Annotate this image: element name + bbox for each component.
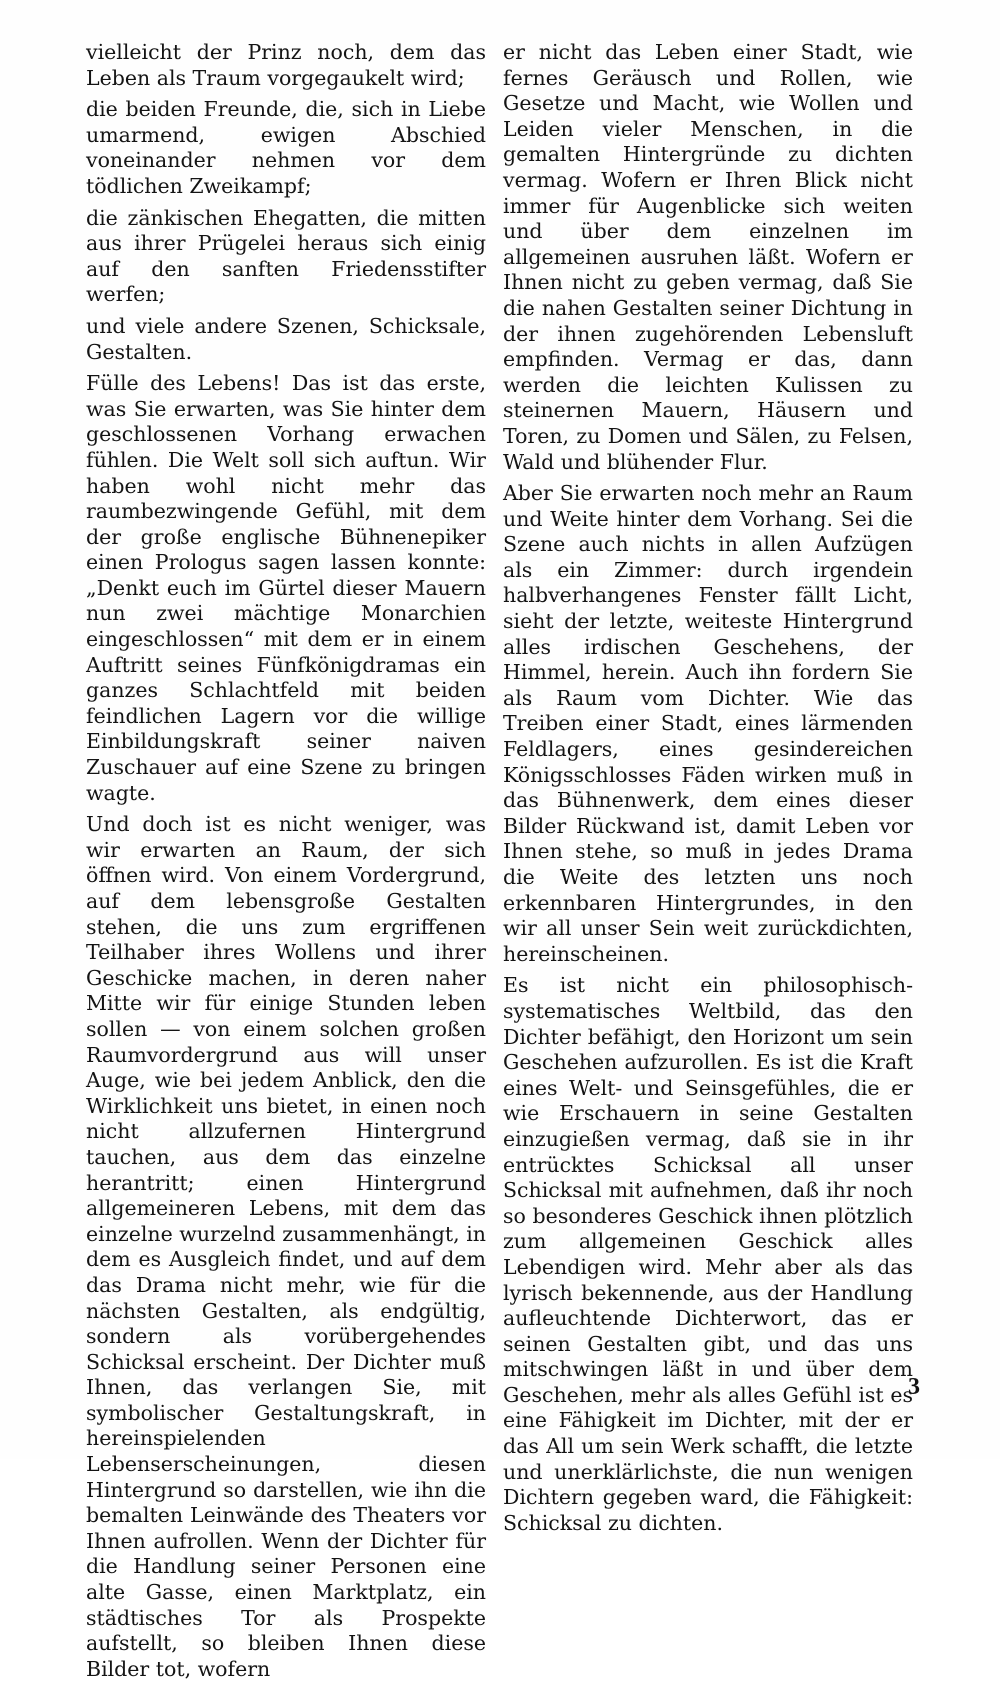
paragraph: er nicht das Leben einer Stadt, wie fernes Geräusch und Rollen, wie Gesetze und Macht, wie Wollen und Leiden vieler Menschen, in die gemalten Hintergründe zu dichten vermag. Wofern er Ihren Blick nicht immer für Augenblicke sich weiten und über dem einzelnen im allgemeinen ausruhen läßt. Wofern er Ihnen nicht zu geben vermag, daß Sie die nahen Gestalten seiner Dichtung in der ihnen zugehörenden Lebensluft empfinden. Vermag er das, dann werden die leichten Kulissen zu steinernen Mauern, Häusern und Toren, zu Domen und Sälen, zu Felsen, Wald und blühender Flur. [503, 40, 913, 474]
left-column [86, 40, 486, 1688]
paragraph: vielleicht der Prinz noch, dem das Leben als Traum vorgegaukelt wird; [86, 40, 486, 90]
paragraph: Aber Sie erwarten noch mehr an Raum und Weite hinter dem Vorhang. Sei die Szene auch nichts in allen Aufzügen als ein Zimmer: durch irgendein halbverhangenes Fenster fällt Licht, sieht der letzte, weiteste Hintergrund alles irdischen Geschehens, der Himmel, herein. Auch ihn fordern Sie als Raum vom Dichter. Wie das Treiben einer Stadt, eines lärmenden Feldlagers, eines gesindereichen Königsschlosses Fäden wirken muß in das Bühnenwerk, dem eines dieser Bilder Rückwand ist, damit Leben vor Ihnen stehe, so muß in jedes Drama die Weite des letzten uns noch erkennbaren Hintergrundes, in den wir all unser Sein weit zurückdichten, hereinscheinen. [503, 481, 913, 966]
paragraph: Es ist nicht ein philosophisch-systematisches Weltbild, das den Dichter befähigt, den Horizont um sein Geschehen aufzurollen. Es ist die Kraft eines Welt- und Seinsgefühles, die er wie Erschauern in seine Gestalten einzugießen vermag, daß sie in ihr entrücktes Schicksal all unser Schicksal mit aufnehmen, daß ihr noch so besonderes Geschick ihnen plötzlich zum allgemeinen Geschick alles Lebendigen wird. Mehr aber als das lyrisch bekennende, aus der Handlung aufleuchtende Dichterwort, das er seinen Gestalten gibt, und das uns mitschwingen läßt in und über dem Geschehen, mehr als alles Gefühl ist es eine Fähigkeit im Dichter, mit der er das All um sein Werk schafft, die letzte und unerklärlichste, die nun wenigen Dichtern gegeben ward, die Fähigkeit: Schicksal zu dichten. [503, 973, 913, 1535]
right-column [503, 40, 913, 1542]
paragraph: die zänkischen Ehegatten, die mitten aus ihrer Prügelei heraus sich einig auf den sanften Friedensstifter werfen; [86, 205, 486, 307]
paragraph: und viele andere Szenen, Schicksale, Gestalten. [86, 313, 486, 364]
paragraph: Und doch ist es nicht weniger, was wir erwarten an Raum, der sich öffnen wird. Von einem Vordergrund, auf dem lebensgroße Gestalten stehen, die uns zum ergriffenen Teilhaber ihres Wollens und ihrer Geschicke machen, in deren naher Mitte wir für einige Stunden leben sollen — von einem solchen großen Raumvordergrund aus will unser Auge, wie bei jedem Anblick, den die Wirklichkeit uns bietet, in einen noch nicht allzufernen Hintergrund tauchen, aus dem das einzelne herantritt; einen Hintergrund allgemeineren Lebens, mit dem das einzelne wurzelnd zusammenhängt, in dem es Ausgleich findet, und auf dem das Drama nicht mehr, wie für die nächsten Gestalten, als endgültig, sondern als vorübergehendes Schicksal erscheint. Der Dichter muß Ihnen, das verlangen Sie, mit symbolischer Gestaltungskraft, in hereinspielenden Lebenserscheinungen, diesen Hintergrund so darstellen, wie ihn die bemalten Leinwände des Theaters vor Ihnen aufrollen. Wenn der Dichter für die Handlung seiner Personen eine alte Gasse, einen Marktplatz, ein städtisches Tor als Prospekte aufstellt, so bleiben Ihnen diese Bilder tot, wofern [86, 812, 486, 1681]
page-number: 3 [908, 1374, 920, 1400]
paragraph: Fülle des Lebens! Das ist das erste, was Sie erwarten, was Sie hinter dem geschlossenen Vorhang erwachen fühlen. Die Welt soll sich auftun. Wir haben wohl nicht mehr das raumbezwingende Gefühl, mit dem der große englische Bühnenepiker einen Prologus sagen lassen konnte: „Denkt euch im Gürtel dieser Mauern nun zwei mächtige Monarchien eingeschlossen“ mit dem er in einem Auftritt seines Fünfkönigdramas ein ganzes Schlachtfeld mit beiden feindlichen Lagern vor die willige Einbildungskraft seiner naiven Zuschauer auf eine Szene zu bringen wagte. [86, 371, 486, 805]
paragraph: die beiden Freunde, die, sich in Liebe umarmend, ewigen Abschied voneinander nehmen vor dem tödlichen Zweikampf; [86, 97, 486, 198]
